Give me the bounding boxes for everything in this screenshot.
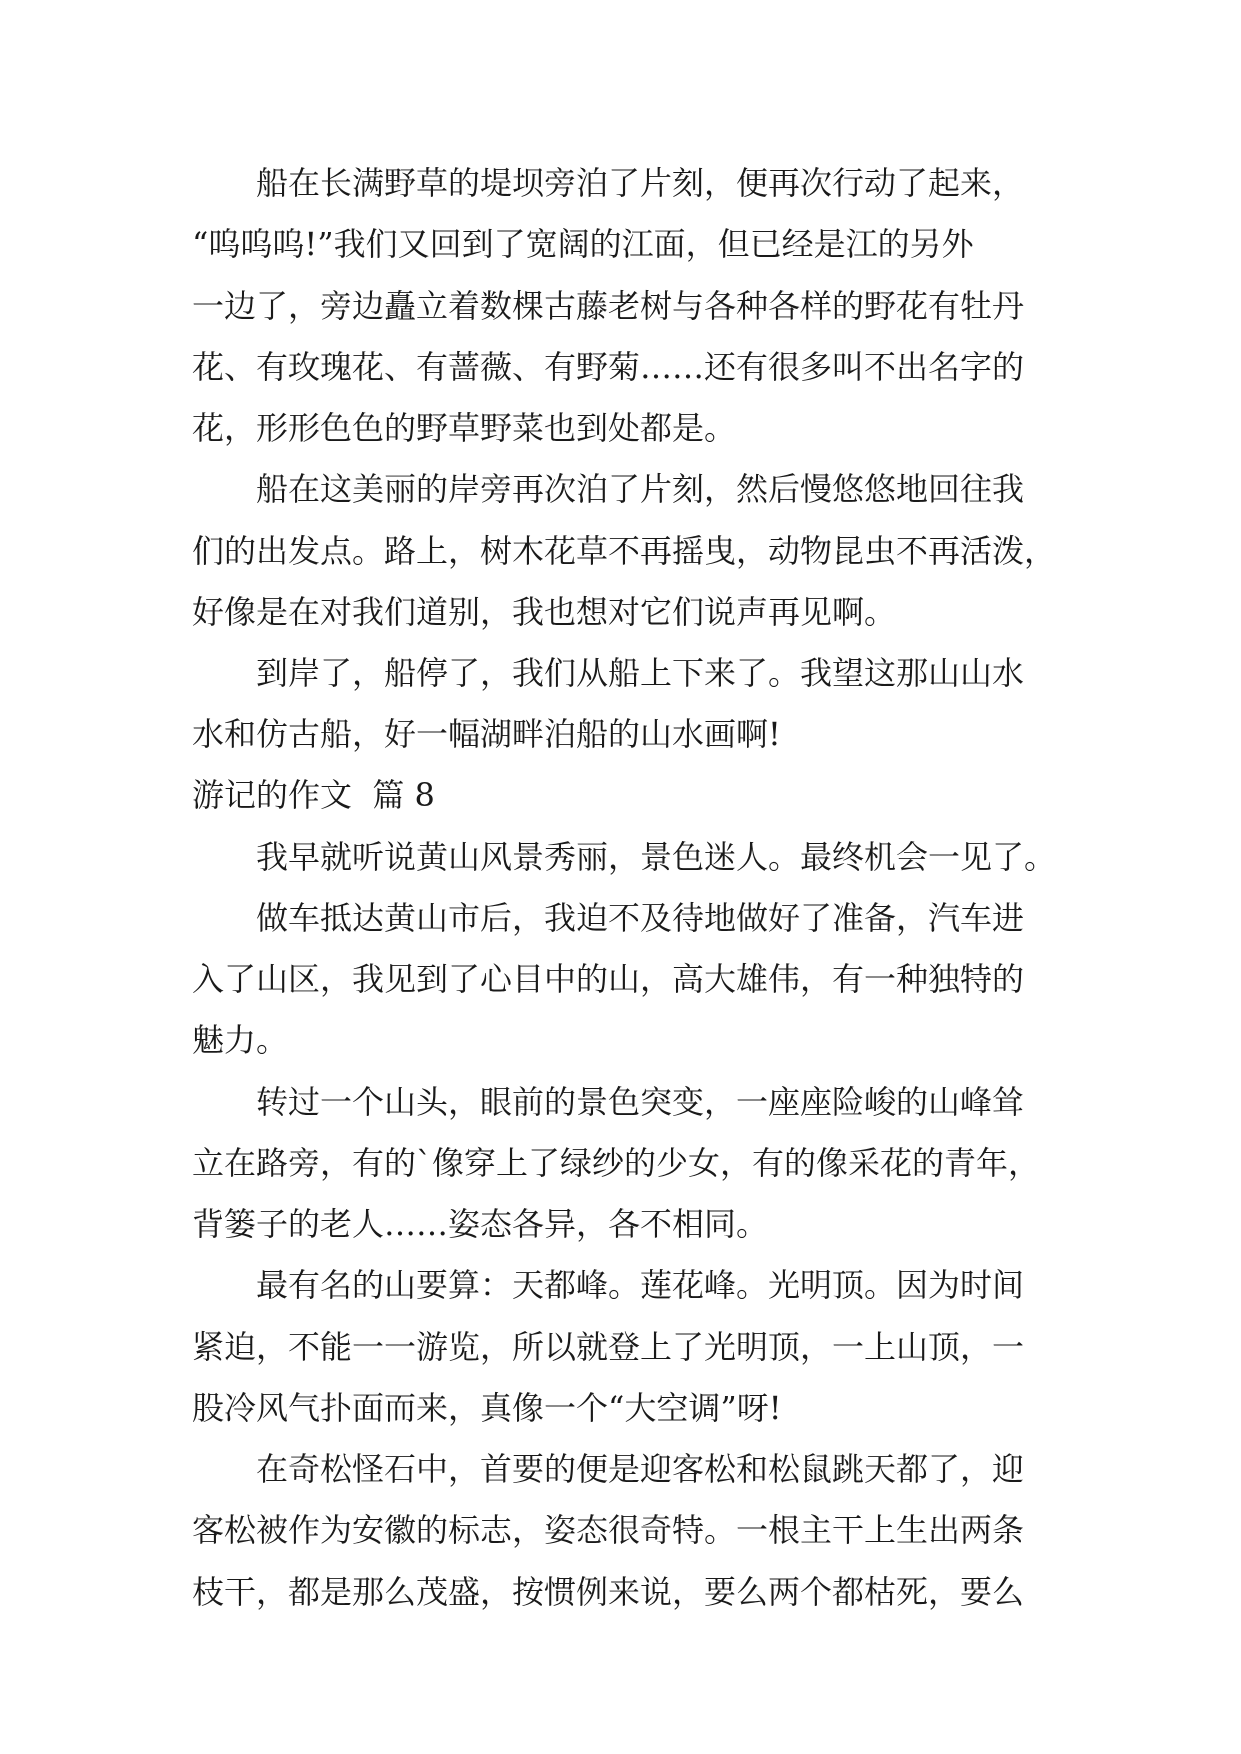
text-line: 们的出发点。路上，树木花草不再摇曳，动物昆虫不再活泼， (192, 532, 1057, 570)
text-line: 背篓子的老人……姿态各异，各不相同。 (192, 1205, 769, 1243)
text-line: 入了山区，我见到了心目中的山，高大雄伟，有一种独特的 (192, 960, 1025, 998)
section-heading: 游记的作文 篇 8 (192, 776, 435, 814)
text-line: 魅力。 (192, 1021, 289, 1059)
text-line: 好像是在对我们道别，我也想对它们说声再见啊。 (192, 593, 897, 631)
text-line: 我早就听说黄山风景秀丽，景色迷人。最终机会一见了。 (192, 838, 1057, 876)
text-line: 转过一个山头，眼前的景色突变，一座座险峻的山峰耸 (192, 1083, 1025, 1121)
text-line: 立在路旁，有的`像穿上了绿纱的少女，有的像采花的青年， (192, 1144, 1041, 1182)
text-line: 做车抵达黄山市后，我迫不及待地做好了准备，汽车进 (192, 899, 1025, 937)
text-line: 一边了，旁边矗立着数棵古藤老树与各种各样的野花有牡丹 (192, 287, 1025, 325)
text-line: 花，形形色色的野草野菜也到处都是。 (192, 409, 737, 447)
text-line: 紧迫，不能一一游览，所以就登上了光明顶，一上山顶，一 (192, 1328, 1025, 1366)
text-line: 最有名的山要算：天都峰。莲花峰。光明顶。因为时间 (192, 1266, 1025, 1304)
text-line: 船在这美丽的岸旁再次泊了片刻，然后慢悠悠地回往我 (192, 470, 1025, 508)
text-line: 水和仿古船，好一幅湖畔泊船的山水画啊! (192, 715, 781, 753)
text-line: 客松被作为安徽的标志，姿态很奇特。一根主干上生出两条 (192, 1511, 1025, 1549)
text-line: “呜呜呜!”我们又回到了宽阔的江面，但已经是江的另外 (192, 225, 974, 263)
text-line: 在奇松怪石中，首要的便是迎客松和松鼠跳天都了，迎 (192, 1450, 1025, 1488)
text-line: 枝干，都是那么茂盛，按惯例来说，要么两个都枯死，要么 (192, 1573, 1025, 1611)
text-line: 股冷风气扑面而来，真像一个“大空调”呀! (192, 1389, 782, 1427)
text-line: 到岸了，船停了，我们从船上下来了。我望这那山山水 (192, 654, 1025, 692)
text-line: 船在长满野草的堤坝旁泊了片刻，便再次行动了起来， (192, 164, 1025, 202)
text-line: 花、有玫瑰花、有蔷薇、有野菊……还有很多叫不出名字的 (192, 348, 1025, 386)
